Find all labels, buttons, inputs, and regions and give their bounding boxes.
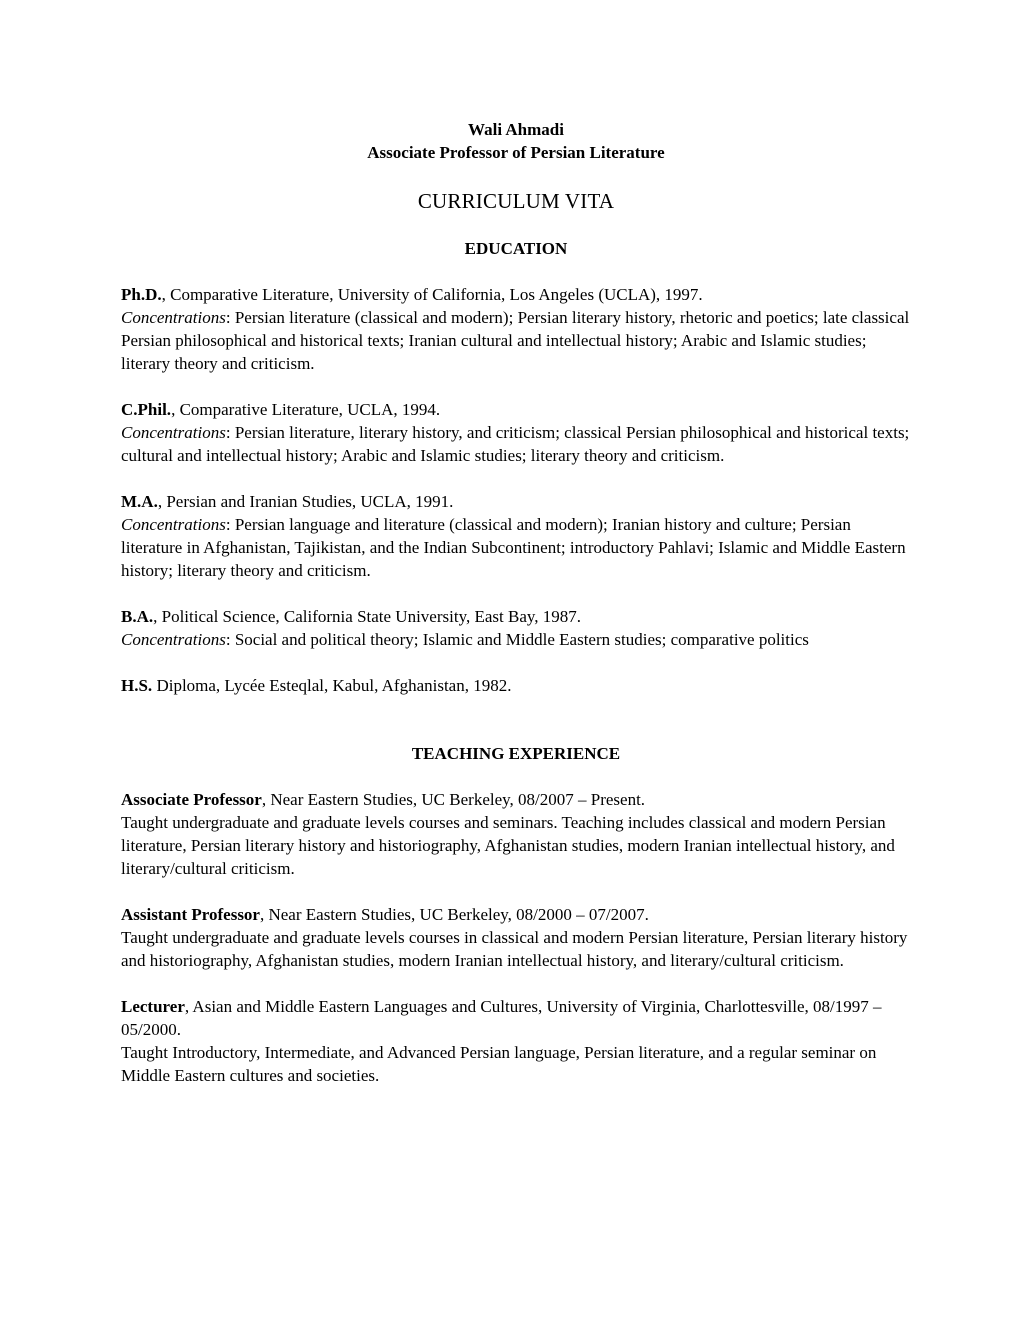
author-name: Wali Ahmadi xyxy=(468,120,564,139)
education-entry-ma xyxy=(121,490,911,582)
role-detail: , Asian and Middle Eastern Languages and Cultures, University of Virginia, Charlottesville, 08/1997 – 05/2000. xyxy=(121,997,882,1039)
concentrations-text: : Persian literature (classical and modern); Persian literary history, rhetoric and poetics; late classical Persian philosophical and historical texts; Iranian cultural and intellectual history; Arabic and Islamic studies; literary theory and criticism. xyxy=(121,308,910,373)
concentrations-label: Concentrations xyxy=(121,308,226,327)
concentrations-label: Concentrations xyxy=(121,515,226,534)
education-heading: EDUCATION xyxy=(464,239,568,258)
role-label: Lecturer xyxy=(121,997,185,1016)
role-label: Associate Professor xyxy=(121,790,262,809)
degree-label: Ph.D. xyxy=(121,285,162,304)
concentrations-text: : Persian literature, literary history, and criticism; classical Persian philosophical and historical texts; cultural and intellectual history; Arabic and Islamic studies; literary theory and criticism. xyxy=(121,423,910,465)
role-detail: , Near Eastern Studies, UC Berkeley, 08/2007 – Present. xyxy=(261,790,646,809)
author-position: Associate Professor of Persian Literature xyxy=(367,143,665,162)
teaching-entry-assistant xyxy=(121,903,911,972)
education-entry-hs xyxy=(121,674,911,697)
degree-detail: , Political Science, California State University, East Bay, 1987. xyxy=(153,607,582,626)
degree-detail: Diploma, Lycée Esteqlal, Kabul, Afghanistan, 1982. xyxy=(152,676,512,695)
degree-label: B.A. xyxy=(121,607,154,626)
degree-detail: , Comparative Literature, UCLA, 1994. xyxy=(171,400,441,419)
role-description: Taught Introductory, Intermediate, and Advanced Persian language, Persian literature, and a regular seminar on Middle Eastern cultures and societies. xyxy=(121,1043,877,1085)
concentrations-label: Concentrations xyxy=(121,630,226,649)
degree-label: C.Phil. xyxy=(121,400,172,419)
role-description: Taught undergraduate and graduate levels courses in classical and modern Persian literature, Persian literary history and historiography, Afghanistan studies, modern Iranian intellectual history, and literary/cultural criticism. xyxy=(121,928,908,970)
teaching-heading: TEACHING EXPERIENCE xyxy=(411,744,621,763)
education-entry-phd xyxy=(121,283,911,375)
teaching-entry-lecturer xyxy=(121,995,911,1087)
concentrations-text: : Social and political theory; Islamic and Middle Eastern studies; comparative politics xyxy=(225,630,809,649)
degree-detail: , Persian and Iranian Studies, UCLA, 1991. xyxy=(157,492,454,511)
teaching-entry-associate xyxy=(121,788,911,880)
education-entry-cphil xyxy=(121,398,911,467)
role-description: Taught undergraduate and graduate levels courses and seminars. Teaching includes classical and modern Persian literature, Persian literary history and historiography, Afghanistan studies, modern Iranian intellectual history, and literary/cultural criticism. xyxy=(121,813,895,878)
degree-label: M.A. xyxy=(121,492,158,511)
role-detail: , Near Eastern Studies, UC Berkeley, 08/2000 – 07/2007. xyxy=(259,905,649,924)
concentrations-text: : Persian language and literature (classical and modern); Iranian history and culture; Persian literature in Afghanistan, Tajikistan, and the Indian Subcontinent; introductory Pahlavi; Islamic and Middle Eastern history; literary theory and criticism. xyxy=(121,515,906,580)
concentrations-label: Concentrations xyxy=(121,423,226,442)
degree-detail: , Comparative Literature, University of California, Los Angeles (UCLA), 1997. xyxy=(161,285,703,304)
document-title: CURRICULUM VITA xyxy=(417,189,615,213)
role-label: Assistant Professor xyxy=(121,905,260,924)
cv-document xyxy=(121,118,911,1087)
degree-label: H.S. xyxy=(121,676,153,695)
education-entry-ba xyxy=(121,605,911,651)
